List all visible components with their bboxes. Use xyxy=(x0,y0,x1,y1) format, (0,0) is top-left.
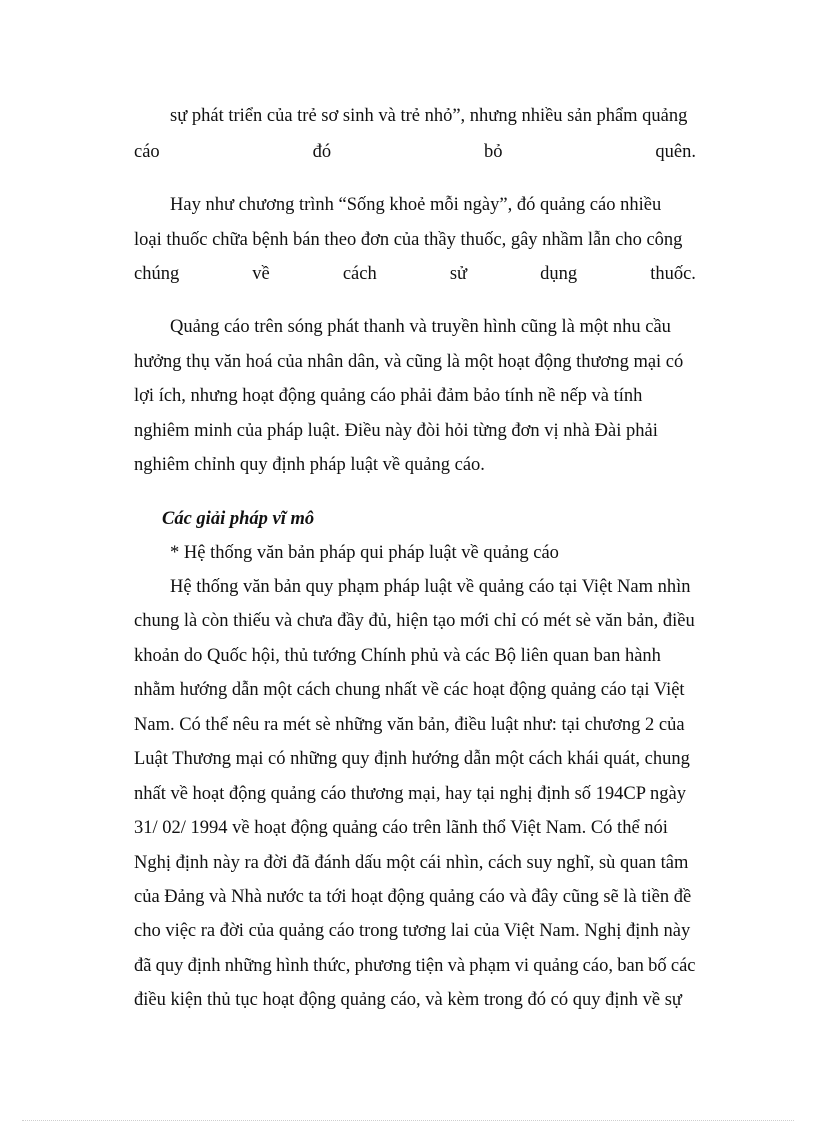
paragraph-3-line-4: nghiêm minh của pháp luật. Điều này đòi hỏi từng đơn vị nhà Đài phải xyxy=(134,421,658,441)
paragraph-4-line: điều kiện thủ tục hoạt động quảng cáo, và kèm trong đó có quy định về sự xyxy=(134,990,682,1010)
word: bỏ xyxy=(484,142,503,162)
paragraph-4-line: cho việc ra đời của quảng cáo trong tương lai của Việt Nam. Nghị định này xyxy=(134,921,691,941)
word: quên. xyxy=(655,142,696,162)
word: cách xyxy=(342,264,377,284)
paragraph-4-line: Hệ thống văn bản quy phạm pháp luật về quảng cáo tại Việt Nam nhìn xyxy=(170,577,691,597)
word: dụng xyxy=(540,264,578,284)
paragraph-2-line-1: Hay như chương trình “Sống khoẻ mỗi ngày”, đó quảng cáo nhiều xyxy=(170,195,662,215)
paragraph-2-line-2: loại thuốc chữa bệnh bán theo đơn của thầy thuốc, gây nhầm lẫn cho công xyxy=(134,230,683,250)
paragraph-4-line: của Đảng và Nhà nước ta tới hoạt động quảng cáo và đây cũng sẽ là tiền đề xyxy=(134,887,692,907)
paragraph-1-line-2 xyxy=(134,140,696,164)
paragraph-4-line: đã quy định những hình thức, phương tiện và phạm vi quảng cáo, ban bố các xyxy=(134,956,696,976)
paragraph-3-line-1: Quảng cáo trên sóng phát thanh và truyền hình cũng là một nhu cầu xyxy=(170,317,671,337)
page-bottom-divider xyxy=(22,1120,794,1121)
paragraph-3-line-3: lợi ích, nhưng hoạt động quảng cáo phải đảm bảo tính nề nếp và tính xyxy=(134,386,643,406)
word: đó xyxy=(312,142,332,162)
paragraph-4-line: Nam. Có thể nêu ra mét sè những văn bản, điều luật như: tại chương 2 của xyxy=(134,715,685,735)
paragraph-4-line: 31/ 02/ 1994 về hoạt động quảng cáo trên lãnh thổ Việt Nam. Có thể nói xyxy=(134,818,668,838)
paragraph-4-line: chung là còn thiếu và chưa đầy đủ, hiện tạo mới chỉ có mét sè văn bản, điều xyxy=(134,611,695,631)
word: chúng xyxy=(134,264,180,284)
word: về xyxy=(252,264,270,284)
word: cáo xyxy=(134,142,160,162)
section-heading: Các giải pháp vĩ mô xyxy=(162,509,315,529)
paragraph-4-line: Nghị định này ra đời đã đánh dấu một cái nhìn, cách suy nghĩ, sù quan tâm xyxy=(134,853,689,873)
word: sử xyxy=(449,264,468,284)
paragraph-3-line-5: nghiêm chỉnh quy định pháp luật về quảng cáo. xyxy=(134,455,485,475)
paragraph-1-line-1: sự phát triển của trẻ sơ sinh và trẻ nhỏ”, nhưng nhiều sản phẩm quảng xyxy=(170,106,688,126)
paragraph-2-line-3 xyxy=(134,262,696,286)
paragraph-4-line: khoản do Quốc hội, thủ tướng Chính phủ và các Bộ liên quan ban hành xyxy=(134,646,661,666)
word: thuốc. xyxy=(650,264,696,284)
paragraph-4-line: nhằm hướng dẫn một cách chung nhất về các hoạt động quảng cáo tại Việt xyxy=(134,680,685,700)
sub-heading: * Hệ thống văn bản pháp qui pháp luật về quảng cáo xyxy=(170,543,559,563)
paragraph-4-line: nhất về hoạt động quảng cáo thương mại, hay tại nghị định số 194CP ngày xyxy=(134,784,686,804)
paragraph-3-line-2: hưởng thụ văn hoá của nhân dân, và cũng là một hoạt động thương mại có xyxy=(134,352,684,372)
paragraph-4-line: Luật Thương mại có những quy định hướng dẫn một cách khái quát, chung xyxy=(134,749,690,769)
